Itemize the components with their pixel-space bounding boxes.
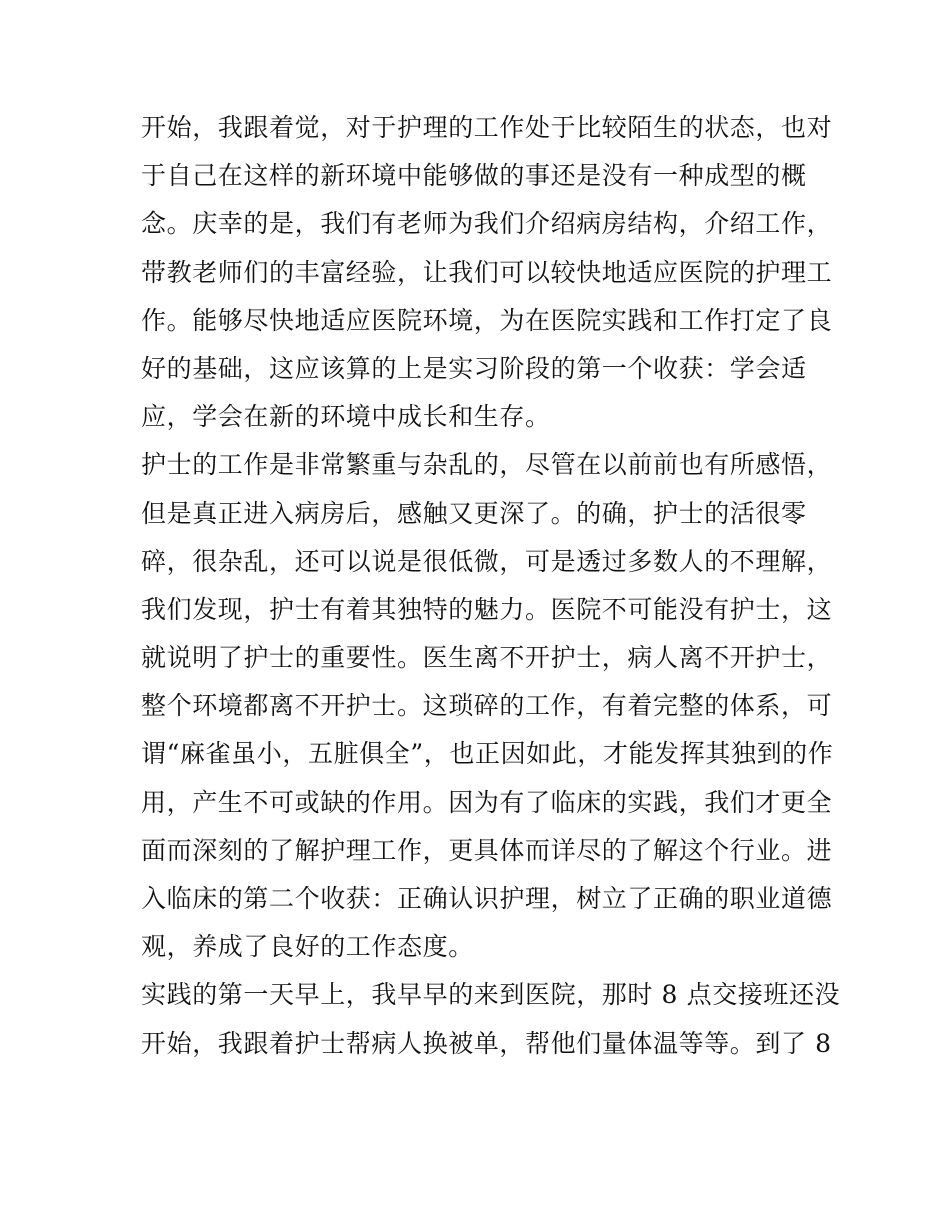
text-line: 护士的工作是非常繁重与杂乱的，尽管在以前前也有所感悟， bbox=[141, 450, 833, 480]
text-line: 好的基础，这应该算的上是实习阶段的第一个收获：学会适 bbox=[141, 353, 807, 383]
text-line: 实践的第一天早上，我早早的来到医院，那时 8 点交接班还没 bbox=[141, 980, 841, 1010]
text-line: 于自己在这样的新环境中能够做的事还是没有一种成型的概 bbox=[141, 161, 807, 191]
text-line: 开始，我跟着觉，对于护理的工作处于比较陌生的状态，也对 bbox=[141, 113, 833, 142]
text-line: 带教老师们的丰富经验，让我们可以较快地适应医院的护理工 bbox=[141, 257, 833, 287]
text-line: 碎，很杂乱，还可以说是很低微，可是透过多数人的不理解， bbox=[141, 546, 833, 576]
text-line: 但是真正进入病房后，感触又更深了。的确，护士的活很零 bbox=[141, 498, 807, 528]
text-line: 谓“麻雀虽小，五脏俱全”，也正因如此，才能发挥其独到的作 bbox=[141, 739, 834, 769]
text-line: 入临床的第二个收获：正确认识护理，树立了正确的职业道德 bbox=[141, 884, 833, 913]
text-line: 念。庆幸的是，我们有老师为我们介绍病房结构，介绍工作， bbox=[141, 209, 833, 239]
text-line: 开始，我跟着护士帮病人换被单，帮他们量体温等等。到了 8 bbox=[141, 1028, 832, 1058]
text-line: 作。能够尽快地适应医院环境，为在医院实践和工作打定了良 bbox=[141, 305, 833, 335]
text-line: 面而深刻的了解护理工作，更具体而详尽的了解这个行业。进 bbox=[141, 835, 833, 865]
text-line: 应，学会在新的环境中成长和生存。 bbox=[141, 402, 551, 432]
text-line: 用，产生不可或缺的作用。因为有了临床的实践，我们才更全 bbox=[141, 787, 833, 817]
text-line: 我们发现，护士有着其独特的魅力。医院不可能没有护士，这 bbox=[141, 594, 833, 624]
text-line: 观，养成了良好的工作态度。 bbox=[141, 932, 474, 962]
text-line: 就说明了护士的重要性。医生离不开护士，病人离不开护士， bbox=[141, 643, 833, 673]
text-line: 整个环境都离不开护士。这琐碎的工作，有着完整的体系，可 bbox=[141, 691, 833, 721]
body-text bbox=[141, 104, 841, 1068]
